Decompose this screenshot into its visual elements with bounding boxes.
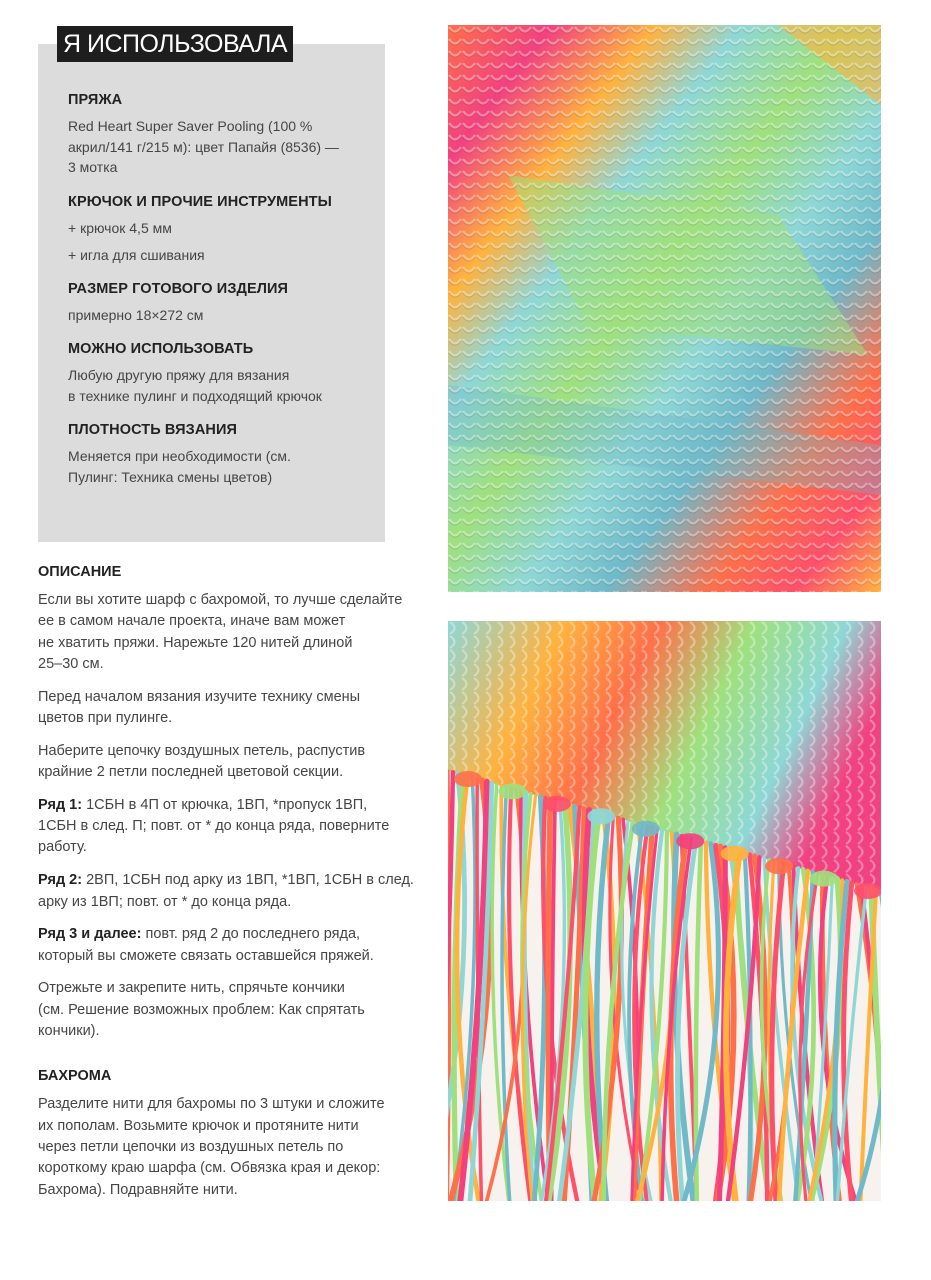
text-line: кончики). — [38, 1023, 100, 1040]
gauge-heading: ПЛОТНОСТЬ ВЯЗАНИЯ — [68, 422, 238, 438]
materials-title: Я ИСПОЛЬЗОВАЛА — [57, 26, 293, 62]
fringe-knot — [632, 821, 660, 837]
alternatives-line: в технике пулинг и подходящий крючок — [68, 387, 322, 404]
size-heading: РАЗМЕР ГОТОВОГО ИЗДЕЛИЯ — [68, 280, 289, 297]
size-text — [68, 305, 368, 326]
text-line — [38, 870, 418, 891]
alternatives-section — [68, 339, 368, 406]
fringe-knot — [676, 833, 704, 849]
fringe-image — [448, 621, 881, 1201]
row-2-text: 2ВП, 1СБН под арку из 1ВП, *1ВП, 1СБН в след. — [82, 872, 414, 889]
tool-item: + крючок 4,5 мм — [68, 219, 172, 236]
text-line: Если вы хотите шарф с бахромой, то лучше сделайте — [38, 592, 403, 608]
text-line: не хватить пряжи. Нарежьте 120 нитей длиной — [38, 634, 353, 651]
gauge-line: Меняется при необходимости (см. — [68, 448, 291, 464]
text-line: 1СБН в след. П; повт. от * до конца ряда, поверните — [38, 818, 390, 835]
yarn-line: Red Heart Super Saver Pooling (100 % — [68, 118, 313, 134]
alternatives-heading: МОЖНО ИСПОЛЬЗОВАТЬ — [68, 341, 254, 357]
row-1-label: Ряд 1: — [38, 796, 83, 813]
technique-paragraph — [38, 687, 418, 730]
row-3-label: Ряд 3 и далее: — [38, 926, 142, 943]
row-1-text: 1СБН в 4П от крючка, 1ВП, *пропуск 1ВП, — [82, 796, 368, 813]
fringe-knot — [765, 858, 793, 874]
fringe-knot — [587, 808, 615, 824]
scarf-fringe-photo — [448, 621, 881, 1201]
chain-paragraph — [38, 741, 418, 784]
row-3-text: повт. ряд 2 до последнего ряда, — [141, 926, 361, 943]
row-1-instruction — [38, 795, 418, 859]
yarn-line: акрил/141 г/215 м): цвет Папайя (8536) — — [68, 138, 339, 155]
tools-list — [68, 218, 368, 265]
yarn-section — [68, 90, 368, 178]
text-line: Перед началом вязания изучите технику смены — [38, 688, 361, 705]
knit-texture-image — [448, 25, 881, 592]
text-line: короткому краю шарфа (см. Обвязка края и декор: — [38, 1160, 381, 1177]
description-paragraph — [38, 590, 418, 675]
gauge-section — [68, 420, 368, 487]
fringe-knot — [721, 846, 749, 862]
gauge-text — [68, 446, 368, 487]
text-line: их пополам. Возьмите крючок и протяните нити — [38, 1117, 359, 1134]
instructions-column — [38, 562, 418, 1212]
materials-content — [68, 90, 368, 501]
scarf-pattern-photo — [448, 25, 881, 592]
text-line: 25–30 см. — [38, 655, 104, 672]
tools-heading: КРЮЧОК И ПРОЧИЕ ИНСТРУМЕНТЫ — [68, 193, 332, 210]
row-2-label: Ряд 2: — [38, 872, 83, 889]
row-2-instruction — [38, 870, 418, 913]
text-line: ее в самом начале проекта, иначе вам может — [38, 613, 346, 630]
fringe-knot — [810, 871, 838, 887]
yarn-heading: ПРЯЖА — [68, 92, 123, 108]
fringe-knot — [854, 883, 881, 899]
tools-section — [68, 192, 368, 265]
fringe-paragraph — [38, 1094, 418, 1200]
text-line: арку из 1ВП; повт. от * до конца ряда. — [38, 893, 292, 910]
fringe-knot — [543, 796, 571, 812]
text-line: который вы сможете связать оставшейся пряжей. — [38, 947, 374, 964]
fringe-knot — [454, 771, 482, 787]
yarn-line: 3 мотка — [68, 159, 118, 175]
size-section — [68, 279, 368, 326]
text-line: Наберите цепочку воздушных петель, распустив — [38, 742, 366, 759]
alternatives-line: Любую другую пряжу для вязания — [68, 367, 290, 383]
text-line: цветов при пулинге. — [38, 709, 173, 726]
text-line: Бахрома). Подравняйте нити. — [38, 1181, 238, 1198]
description-heading: ОПИСАНИЕ — [38, 564, 122, 580]
alternatives-text — [68, 365, 368, 406]
fringe-knot — [498, 783, 526, 799]
tool-item: + игла для сшивания — [68, 246, 205, 263]
text-line: крайние 2 петли последней цветовой секции. — [38, 764, 344, 781]
gauge-line: Пулинг: Техника смены цветов) — [68, 468, 273, 485]
yarn-text — [68, 116, 368, 178]
text-line — [38, 795, 418, 816]
text-line: Отрежьте и закрепите нить, спрячьте кончики — [38, 980, 345, 997]
size-line: примерно 18×272 см — [68, 306, 204, 323]
text-line: работу. — [38, 839, 87, 856]
text-line: Разделите нити для бахромы по 3 штуки и сложите — [38, 1096, 385, 1113]
row-3-instruction — [38, 924, 418, 967]
text-line: через петли цепочки из воздушных петель по — [38, 1138, 344, 1155]
finishing-paragraph — [38, 978, 418, 1042]
text-line: (см. Решение возможных проблем: Как спрятать — [38, 1001, 365, 1018]
fringe-heading: БАХРОМА — [38, 1068, 112, 1085]
text-line — [38, 924, 418, 945]
